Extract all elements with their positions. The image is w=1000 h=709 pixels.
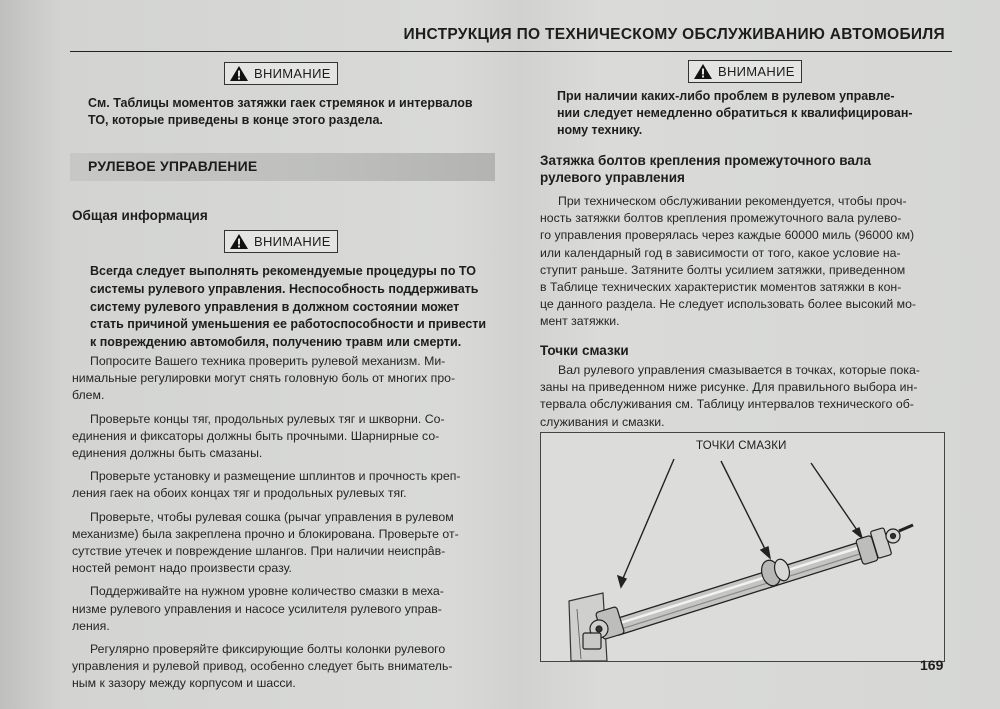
warning-triangle-icon: [229, 233, 249, 250]
paragraph: Проверьте установку и размещение шплинтов и прочность креп- ления гаек на обоих концах тяг и продольных рулевых тяг.: [72, 469, 461, 501]
warning-label: ВНИМАНИЕ: [718, 64, 795, 79]
right-universal-joint: [856, 525, 913, 565]
paragraph: Проверьте, чтобы рулевая сошка (рычаг управления в рулевом механизме) была закреплена прочно и блокирована. Проверьте от- сутствие утечек и повреждение шлангов. При наличии неиспрâв- ностей ремонт надо произвести сразу.: [72, 509, 459, 576]
paragraph: Попросите Вашего техника проверить рулевой механизм. Ми- нимальные регулировки могут снять головную боль от многих про- блем.: [72, 354, 456, 403]
text-line: Всегда следует выполнять рекомендуемые процедуры по ТО: [90, 264, 476, 278]
paragraph: Проверьте концы тяг, продольных рулевых тяг и шкворни. Со- единения и фиксаторы должны быть прочными. Шарнирные со- единения должны быть смазаны.: [72, 411, 445, 461]
text-line: стать причиной уменьшения ее работоспособности и привести: [90, 317, 487, 332]
steering-shaft-illustration: [541, 433, 944, 661]
warning-text-steering: [557, 88, 913, 139]
warning-text-maintenance: [90, 263, 486, 352]
shaft-bolts-body: [540, 193, 960, 331]
text-line: системы рулевого управления. Неспособность поддерживать: [90, 281, 479, 296]
section-title: РУЛЕВОЕ УПРАВЛЕНИЕ: [88, 158, 258, 174]
text-line: ному технику.: [557, 123, 643, 137]
shaft-tube: [615, 541, 867, 635]
page-number: 169: [920, 657, 944, 673]
lubrication-points-figure: [540, 432, 945, 662]
warning-badge: [224, 62, 338, 85]
warning-text-torque: [88, 95, 473, 129]
warning-triangle-icon: [229, 65, 249, 82]
paragraph: При техническом обслуживании рекомендуется, чтобы проч- ность затяжки болтов крепления промежуточного вала рулево- го управления проверялась через каждые 60000 миль (96000 км) или календарный год в зависимости от того, какое условие на- ступит раньше. Затяните болты усилием затяжки, приведенном в Таблице технических характеристик моментов затяжки в кон- це данного раздела. Не следует использовать более высокий мо- мент затяжки.: [540, 194, 917, 329]
header-rule: [70, 51, 952, 52]
warning-badge: [688, 60, 802, 83]
text-line: к повреждению автомобиля, получению травм или смерти.: [90, 335, 462, 350]
warning-triangle-icon: [693, 63, 713, 80]
paragraph: Регулярно проверяйте фиксирующие болты колонки рулевого управления и рулевой привод, особенно следует быть вниматель- ным к зазору между корпусом и шасси.: [72, 642, 453, 691]
subsection-title-lube-points: Точки смазки: [540, 343, 629, 358]
warning-label: ВНИМАНИЕ: [254, 234, 331, 249]
general-info-body: [72, 353, 502, 693]
text-line: При наличии каких-либо проблем в рулевом управле-: [557, 89, 895, 103]
paragraph: Вал рулевого управления смазывается в точках, которые пока- заны на приведенном ниже рисунке. Для правильного выбора ин- тервала обслуживания см. Таблицу интервалов технического об- служивания и смазки.: [540, 363, 920, 429]
figure-label: ТОЧКИ СМАЗКИ: [696, 440, 787, 452]
warning-label: ВНИМАНИЕ: [254, 66, 331, 81]
lube-points-body: [540, 362, 960, 431]
paragraph: Поддерживайте на нужном уровне количество смазки в меха- низме рулевого управления и насосе усилителя рулевого управ- ления.: [72, 584, 444, 633]
text-line: ТО, которые приведены в конце этого раздела.: [88, 113, 383, 127]
page-header-title: ИНСТРУКЦИЯ ПО ТЕХНИЧЕСКОМУ ОБСЛУЖИВАНИЮ АВТОМОБИЛЯ: [403, 26, 945, 43]
text-line: нии следует немедленно обратиться к квалифицирован-: [557, 106, 913, 120]
subsection-title-shaft-bolts: Затяжка болтов крепления промежуточного вала рулевого управления: [540, 153, 872, 185]
text-line: См. Таблицы моментов затяжки гаек стремянок и интервалов: [88, 96, 473, 110]
warning-badge: [224, 230, 338, 253]
subsection-title: Общая информация: [72, 208, 208, 223]
text-line: систему рулевого управления в должном состоянии может: [90, 299, 460, 314]
